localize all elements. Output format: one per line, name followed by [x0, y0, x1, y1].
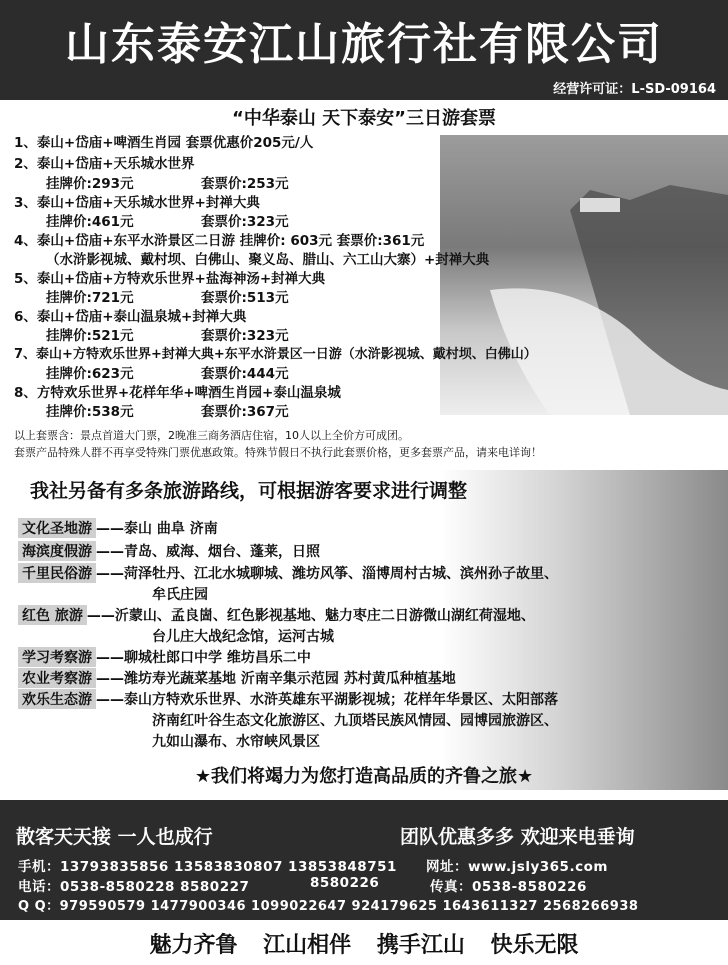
slogan-right: 团队优惠多多 欢迎来电垂询 — [400, 826, 635, 848]
package-4-detail: （水浒影视城、戴村坝、白佛山、聚义岛、腊山、六工山大寨）+封禅大典 — [46, 252, 490, 268]
set-price: 套票价:323元 — [201, 214, 289, 230]
package-1: 1、泰山+岱庙+啤酒生肖园 套票优惠价205元/人 — [14, 135, 314, 151]
phone-label: 电话： — [18, 879, 60, 895]
list-price: 挂牌价:538元 — [46, 404, 134, 420]
route-label: 学习考察游 — [18, 647, 96, 667]
route-content: ——聊城杜郎口中学 维坊昌乐二中 — [96, 650, 311, 666]
routes-title: 我社另备有多条旅游路线，可根据游客要求进行调整 — [30, 480, 468, 502]
phone-numbers: 0538-8580228 8580227 — [60, 879, 250, 895]
scenic-photo — [440, 470, 728, 790]
package-2-prices — [46, 172, 289, 192]
list-price: 挂牌价:623元 — [46, 366, 134, 382]
route-label: 海滨度假游 — [18, 541, 96, 561]
quality-slogan: ★我们将竭力为您打造高品质的齐鲁之旅★ — [194, 766, 534, 787]
route-eco-cont-2: 九如山瀑布、水帘峡风景区 — [152, 734, 320, 750]
route-label: 农业考察游 — [18, 668, 96, 688]
route-agri — [18, 668, 456, 688]
route-content: ——泰山 曲阜 济南 — [96, 521, 218, 537]
set-price: 套票价:367元 — [201, 404, 289, 420]
set-price: 套票价:253元 — [201, 176, 289, 192]
ticket-note-1: 以上套票含：景点首道大门票，2晚准三商务酒店住宿，10人以上全价方可成团。 — [14, 429, 409, 442]
route-eco-cont-1: 济南红叶谷生态文化旅游区、九顶塔民族风情园、园博园旅游区、 — [152, 713, 558, 729]
package-5: 5、泰山+岱庙+方特欢乐世界+盐海神汤+封禅大典 — [14, 271, 326, 287]
phone-number-3: 8580226 — [310, 875, 380, 891]
web-label: 网址： — [426, 859, 468, 875]
package-3-prices — [46, 210, 289, 230]
package-5-prices — [46, 286, 289, 306]
contact-footer — [0, 800, 728, 920]
route-culture — [18, 518, 218, 538]
package-4: 4、泰山+岱庙+东平水浒景区二日游 挂牌价: 603元 套票价:361元 — [14, 233, 425, 249]
route-seaside — [18, 541, 320, 561]
bottom-slogan: 魅力齐鲁 江山相伴 携手江山 快乐无限 — [149, 933, 579, 958]
fax-row — [430, 875, 587, 895]
list-price: 挂牌价:293元 — [46, 176, 134, 192]
route-red-cont: 台儿庄大战纪念馆，运河古城 — [152, 629, 334, 645]
route-label: 红色 旅游 — [18, 605, 87, 625]
qq-numbers: 979590579 1477900346 1099022647 924179625 1643611327 2568266938 — [59, 899, 639, 914]
set-price: 套票价:513元 — [201, 290, 289, 306]
route-content: ——潍坊寿光蔬菜基地 沂南辛集示范园 苏村黄瓜种植基地 — [96, 671, 456, 687]
ticket-note-2: 套票产品特殊人群不再享受特殊门票优惠政策。特殊节假日不执行此套票价格，更多套票产品，请来电详询！ — [14, 446, 542, 459]
package-2: 2、泰山+岱庙+天乐城水世界 — [14, 156, 195, 172]
fax-number: 0538-8580226 — [472, 879, 587, 895]
route-red — [18, 605, 535, 625]
route-label: 千里民俗游 — [18, 563, 96, 583]
mountain-photo-illustration — [430, 130, 728, 415]
route-study — [18, 647, 311, 667]
route-content: ——青岛、威海、烟台、蓬莱，日照 — [96, 544, 320, 560]
qq-row — [18, 895, 638, 914]
package-6: 6、泰山+岱庙+泰山温泉城+封禅大典 — [14, 309, 247, 325]
mobile-label: 手机： — [18, 859, 60, 875]
list-price: 挂牌价:721元 — [46, 290, 134, 306]
route-content: ——沂蒙山、孟良崮、红色影视基地、魅力枣庄二日游微山湖红荷湿地、 — [86, 608, 535, 624]
package-6-prices — [46, 324, 289, 344]
company-title: 山东泰安江山旅行社有限公司 — [65, 19, 663, 70]
website-link[interactable]: www.jsly365.com — [468, 859, 608, 875]
ticket-section-title: “中华泰山 天下泰安”三日游套票 — [232, 108, 496, 129]
list-price: 挂牌价:521元 — [46, 328, 134, 344]
route-content: ——泰山方特欢乐世界、水浒英雄东平湖影视城；花样年华景区、太阳部落 — [96, 692, 558, 708]
fax-label: 传真： — [430, 879, 472, 895]
package-8: 8、方特欢乐世界+花样年华+啤酒生肖园+泰山温泉城 — [14, 385, 341, 401]
phone-row — [18, 875, 249, 895]
mobile-row — [18, 855, 397, 875]
slogan-left: 散客天天接 一人也成行 — [16, 826, 213, 848]
route-label: 欢乐生态游 — [18, 689, 96, 709]
set-price: 套票价:444元 — [201, 366, 289, 382]
route-label: 文化圣地游 — [18, 518, 96, 538]
package-7-prices — [46, 362, 289, 382]
route-content: ——菏泽牡丹、江北水城聊城、潍坊风筝、淄博周村古城、滨州孙子故里、 — [96, 566, 558, 582]
route-folk — [18, 563, 558, 583]
package-7: 7、泰山+方特欢乐世界+封禅大典+东平水浒景区一日游（水浒影视城、戴村坝、白佛山） — [14, 347, 537, 362]
route-folk-cont: 牟氏庄园 — [152, 587, 208, 603]
route-eco — [18, 689, 558, 709]
package-3: 3、泰山+岱庙+天乐城水世界+封禅大典 — [14, 195, 260, 211]
set-price: 套票价:323元 — [201, 328, 289, 344]
package-8-prices — [46, 400, 289, 420]
qq-label: Q Q： — [18, 899, 60, 914]
license-number: 经营许可证：L-SD-09164 — [553, 82, 716, 97]
list-price: 挂牌价:461元 — [46, 214, 134, 230]
mobile-numbers: 13793835856 13583830807 13853848751 — [60, 859, 397, 875]
website-row — [426, 855, 608, 875]
